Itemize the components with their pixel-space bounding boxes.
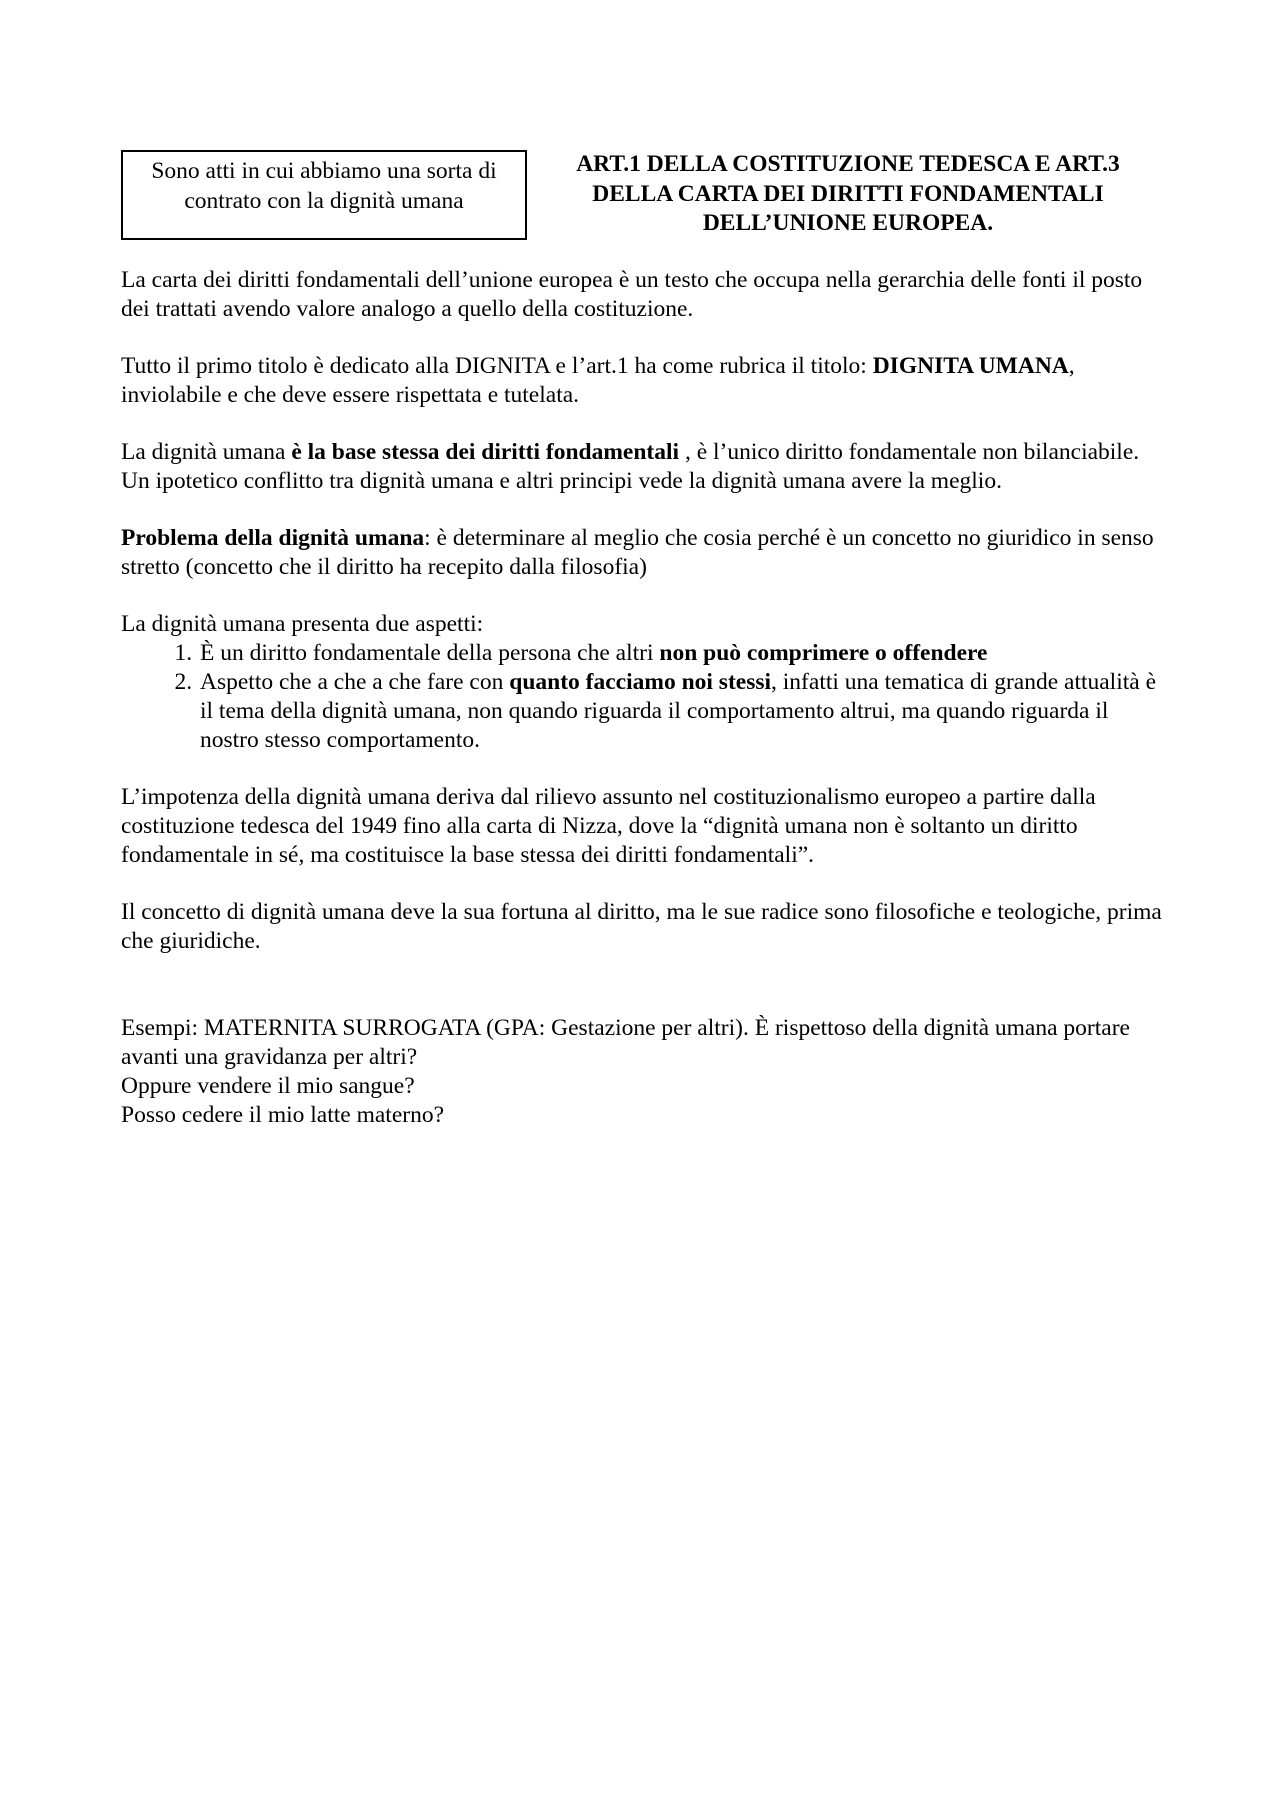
note-box xyxy=(121,150,527,240)
paragraph-latte-text: Posso cedere il mio latte materno? xyxy=(121,1102,445,1128)
list-item xyxy=(198,668,1166,755)
paragraph-aspetti-intro-text: La dignità umana presenta due aspetti: xyxy=(121,611,484,637)
paragraph-esempi-text: Esempi: MATERNITA SURROGATA (GPA: Gestazione per altri). È rispettoso della dignità umana portare avanti una gravidanza per altri? xyxy=(121,1015,1130,1070)
paragraph-impotenza xyxy=(121,783,1166,870)
paragraph-sangue-text: Oppure vendere il mio sangue? xyxy=(121,1073,415,1099)
list-item-1-intro: È un diritto fondamentale della persona che altri xyxy=(200,640,660,666)
list-item-2-bold: quanto facciamo noi stessi xyxy=(509,669,772,695)
list-item-2-intro: Aspetto che a che a che fare con xyxy=(200,669,510,695)
note-box-text: Sono atti in cui abbiamo una sorta di contrato con la dignità umana xyxy=(151,158,497,214)
paragraph-carta-text: La carta dei diritti fondamentali dell’unione europea è un testo che occupa nella gerarchia delle fonti il posto dei trattati avendo valore analogo a quello della costituzione. xyxy=(121,267,1143,322)
list-item-2-rest: , infatti una tematica di grande attualità è il tema della dignità umana, non quando riguarda il comportamento altrui, ma quando riguarda il nostro stesso comportamento. xyxy=(200,669,1157,753)
document-body xyxy=(121,266,1166,1130)
paragraph-impotenza-text: L’impotenza della dignità umana deriva dal rilievo assunto nel costituzionalismo europeo a partire dalla costituzione tedesca del 1949 fino alla carta di Nizza, dove la “dignità umana non è soltanto un diritto fondamentale in sé, ma costituisce la base stessa dei diritti fondamentali”. xyxy=(121,784,1096,868)
paragraph-problema-bold: Problema della dignità umana xyxy=(121,525,425,551)
aspetti-list xyxy=(121,639,1166,755)
paragraph-problema-rest: : è determinare al meglio che cosia perché è un concetto no giuridico in senso stretto (concetto che il diritto ha recepito dalla filosofia) xyxy=(121,525,1154,580)
list-item-1-bold: non può comprimere o offendere xyxy=(659,640,988,666)
paragraph-carta xyxy=(121,266,1166,324)
spacer xyxy=(121,984,1166,1014)
paragraph-base-diritti-rest: , è l’unico diritto fondamentale non bilanciabile. Un ipotetico conflitto tra dignità umana e altri principi vede la dignità umana avere la meglio. xyxy=(121,439,1140,494)
document-heading xyxy=(538,150,1158,239)
paragraph-concetto xyxy=(121,898,1166,956)
heading-text: ART.1 DELLA COSTITUZIONE TEDESCA E ART.3 DELLA CARTA DEI DIRITTI FONDAMENTALI DELL’UNIONE EUROPEA. xyxy=(576,151,1120,236)
paragraph-problema xyxy=(121,524,1166,582)
paragraph-primo-titolo-rest: , inviolabile e che deve essere rispettata e tutelata. xyxy=(121,353,1075,408)
paragraph-concetto-text: Il concetto di dignità umana deve la sua fortuna al diritto, ma le sue radice sono filosofiche e teologiche, prima che giuridiche. xyxy=(121,899,1162,954)
paragraph-primo-titolo-bold: DIGNITA UMANA xyxy=(872,353,1069,379)
paragraph-latte xyxy=(121,1101,1166,1130)
paragraph-aspetti-intro xyxy=(121,610,1166,639)
paragraph-base-diritti xyxy=(121,438,1166,496)
list-item xyxy=(198,639,1166,668)
paragraph-base-diritti-bold: è la base stessa dei diritti fondamentali xyxy=(291,439,680,465)
paragraph-primo-titolo-intro: Tutto il primo titolo è dedicato alla DIGNITA e l’art.1 ha come rubrica il titolo: xyxy=(121,353,873,379)
paragraph-sangue xyxy=(121,1072,1166,1101)
paragraph-esempi xyxy=(121,1014,1166,1072)
paragraph-primo-titolo xyxy=(121,352,1166,410)
paragraph-base-diritti-intro: La dignità umana xyxy=(121,439,292,465)
